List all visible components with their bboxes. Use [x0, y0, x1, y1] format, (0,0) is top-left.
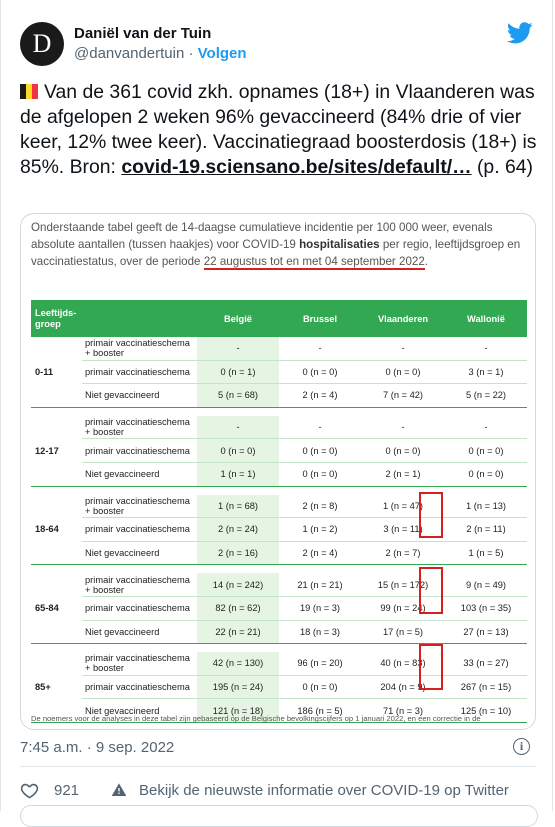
value-cell: 15 (n = 172)	[361, 573, 445, 596]
vaccination-status-cell: Niet gevaccineerd	[82, 620, 197, 644]
table-row	[31, 573, 527, 596]
value-cell: 0 (n = 0)	[445, 439, 527, 463]
value-cell: 17 (n = 5)	[361, 620, 445, 644]
value-cell: 0 (n = 0)	[361, 439, 445, 463]
value-cell: 103 (n = 35)	[445, 596, 527, 620]
meta-separator: ·	[188, 45, 194, 62]
group-spacer	[31, 486, 527, 495]
table-row	[31, 518, 527, 542]
value-cell: 0 (n = 0)	[279, 360, 361, 384]
tweet-timestamp[interactable]: 7:45 a.m. · 9 sep. 2022	[20, 739, 175, 756]
value-cell: -	[197, 416, 279, 439]
column-header	[82, 300, 197, 337]
like-button[interactable]	[20, 781, 79, 800]
table-footnote: De noemers voor de analyses in deze tabel zijn gebaseerd op de Belgische bevolkingscijfers op 1 januari 2022, en een correctie in de	[31, 714, 481, 723]
table-row	[31, 384, 527, 408]
value-cell: 0 (n = 0)	[279, 439, 361, 463]
value-cell: 18 (n = 3)	[279, 620, 361, 644]
value-cell: 82 (n = 62)	[197, 596, 279, 620]
age-group-cell: 85+	[31, 652, 82, 722]
value-cell: 204 (n = 9)	[361, 675, 445, 699]
belgium-flag-icon	[20, 84, 38, 99]
table-row	[31, 416, 527, 439]
value-cell: 5 (n = 68)	[197, 384, 279, 408]
value-cell: -	[445, 416, 527, 439]
vaccination-status-cell: primair vaccinatieschema + booster	[82, 573, 197, 596]
follow-button[interactable]: Volgen	[197, 45, 247, 62]
action-bar	[20, 779, 536, 801]
value-cell: 125 (n = 10)	[445, 699, 527, 723]
tweet-media-image[interactable]	[20, 213, 536, 730]
value-cell: 2 (n = 4)	[279, 541, 361, 565]
value-cell: 2 (n = 8)	[279, 495, 361, 518]
age-group-cell: 12-17	[31, 416, 82, 486]
value-cell: 1 (n = 2)	[279, 518, 361, 542]
heart-icon	[20, 781, 39, 800]
vaccination-status-cell: primair vaccinatieschema	[82, 675, 197, 699]
vaccination-status-cell: Niet gevaccineerd	[82, 541, 197, 565]
vaccination-status-cell: primair vaccinatieschema	[82, 360, 197, 384]
table-row	[31, 620, 527, 644]
highlight-box-85plus	[419, 644, 443, 690]
warning-icon	[111, 782, 127, 798]
value-cell: 1 (n = 68)	[197, 495, 279, 518]
period-underline: 22 augustus tot en met 04 september 2022	[203, 255, 425, 268]
value-cell: 0 (n = 0)	[445, 462, 527, 486]
value-cell: 2 (n = 7)	[361, 541, 445, 565]
value-cell: 19 (n = 3)	[279, 596, 361, 620]
vaccination-status-cell: primair vaccinatieschema + booster	[82, 495, 197, 518]
table-row	[31, 439, 527, 463]
value-cell: 9 (n = 49)	[445, 573, 527, 596]
value-cell: 0 (n = 0)	[279, 675, 361, 699]
avatar[interactable]: D	[20, 22, 64, 66]
value-cell: 33 (n = 27)	[445, 652, 527, 675]
divider	[20, 766, 536, 767]
value-cell: 186 (n = 5)	[279, 699, 361, 723]
vaccination-status-cell: primair vaccinatieschema	[82, 518, 197, 542]
value-cell: 7 (n = 42)	[361, 384, 445, 408]
age-group-cell: 0-11	[31, 337, 82, 407]
value-cell: 1 (n = 13)	[445, 495, 527, 518]
highlight-box-65-84	[419, 567, 443, 614]
tweet-text: Van de 361 covid zkh. opnames (18+) in Vlaanderen was de afgelopen 2 weken 96% gevaccineerd (84% drie of vier keer, 12% twee keer). Vaccinatiegraad boosterdosis (18+) is 85%. Bron: covid-19.sciensano.be/sites/default/… (p. 64)	[20, 81, 537, 178]
table-heading: Onderstaande tabel geeft de 14-daagse cumulatieve incidentie per 100 000 weer, evenals absolute aantallen (tussen haakjes) voor COVID-19 hospitalisaties per regio, leeftijdsgroep en vaccinatiestatus, over de periode 22 augustus tot en met 04 september 2022.	[31, 221, 521, 268]
value-cell: 2 (n = 4)	[279, 384, 361, 408]
table-row	[31, 495, 527, 518]
covid-info-text: Bekijk de nieuwste informatie over COVID-19 op Twitter	[139, 781, 509, 799]
table-row	[31, 462, 527, 486]
age-group-cell: 18-64	[31, 495, 82, 565]
value-cell: 1 (n = 47)	[361, 495, 445, 518]
table-row	[31, 541, 527, 565]
value-cell: 99 (n = 24)	[361, 596, 445, 620]
vaccination-status-cell: primair vaccinatieschema	[82, 439, 197, 463]
value-cell: -	[279, 416, 361, 439]
like-count: 921	[54, 781, 80, 799]
value-cell: -	[361, 416, 445, 439]
value-cell: 0 (n = 0)	[197, 439, 279, 463]
value-cell: 40 (n = 83)	[361, 652, 445, 675]
value-cell: 71 (n = 3)	[361, 699, 445, 723]
table-row	[31, 675, 527, 699]
vaccination-status-cell: primair vaccinatieschema	[82, 596, 197, 620]
value-cell: 0 (n = 0)	[361, 360, 445, 384]
value-cell: 21 (n = 21)	[279, 573, 361, 596]
value-cell: 1 (n = 1)	[197, 462, 279, 486]
table-row	[31, 360, 527, 384]
covid-info-link[interactable]	[111, 782, 509, 799]
value-cell: 2 (n = 11)	[445, 518, 527, 542]
group-spacer	[31, 644, 527, 653]
twitter-bird-icon[interactable]	[507, 22, 533, 44]
value-cell: 0 (n = 0)	[279, 462, 361, 486]
value-cell: 121 (n = 18)	[197, 699, 279, 723]
value-cell: 2 (n = 16)	[197, 541, 279, 565]
author-block	[74, 24, 247, 64]
value-cell: -	[361, 337, 445, 360]
table-row	[31, 652, 527, 675]
value-cell: 96 (n = 20)	[279, 652, 361, 675]
value-cell: 3 (n = 1)	[445, 360, 527, 384]
value-cell: 1 (n = 5)	[445, 541, 527, 565]
value-cell: 14 (n = 242)	[197, 573, 279, 596]
value-cell: 2 (n = 24)	[197, 518, 279, 542]
column-header: Vlaanderen	[361, 300, 445, 337]
author-handle[interactable]: @danvandertuin	[74, 45, 185, 62]
value-cell: -	[197, 337, 279, 360]
read-replies-button[interactable]	[20, 805, 538, 827]
vaccination-status-cell: Niet gevaccineerd	[82, 462, 197, 486]
author-name[interactable]: Daniël van der Tuin	[74, 25, 212, 42]
table-row	[31, 596, 527, 620]
vaccination-status-cell: primair vaccinatieschema + booster	[82, 337, 197, 360]
value-cell: 3 (n = 11)	[361, 518, 445, 542]
value-cell: 2 (n = 1)	[361, 462, 445, 486]
column-header: Leeftijds- groep	[31, 300, 82, 337]
value-cell: 195 (n = 24)	[197, 675, 279, 699]
source-link[interactable]: covid-19.sciensano.be/sites/default/…	[121, 156, 472, 178]
highlight-box-18-64	[419, 492, 443, 538]
age-group-cell: 65-84	[31, 573, 82, 643]
group-spacer	[31, 407, 527, 416]
author-meta	[74, 44, 247, 64]
group-spacer	[31, 565, 527, 574]
vaccination-status-cell: primair vaccinatieschema + booster	[82, 652, 197, 675]
hospitalisation-table	[31, 300, 527, 723]
value-cell: 0 (n = 1)	[197, 360, 279, 384]
value-cell: 5 (n = 22)	[445, 384, 527, 408]
column-header: Wallonië	[445, 300, 527, 337]
column-header: België	[197, 300, 279, 337]
column-header: Brussel	[279, 300, 361, 337]
table-header-row	[31, 300, 527, 337]
value-cell: 27 (n = 13)	[445, 620, 527, 644]
vaccination-status-cell: Niet gevaccineerd	[82, 699, 197, 723]
value-cell: -	[279, 337, 361, 360]
vaccination-status-cell: primair vaccinatieschema + booster	[82, 416, 197, 439]
info-icon[interactable]: i	[513, 738, 530, 755]
value-cell: -	[445, 337, 527, 360]
value-cell: 267 (n = 15)	[445, 675, 527, 699]
value-cell: 22 (n = 21)	[197, 620, 279, 644]
vaccination-status-cell: Niet gevaccineerd	[82, 384, 197, 408]
table-row	[31, 337, 527, 360]
value-cell: 42 (n = 130)	[197, 652, 279, 675]
